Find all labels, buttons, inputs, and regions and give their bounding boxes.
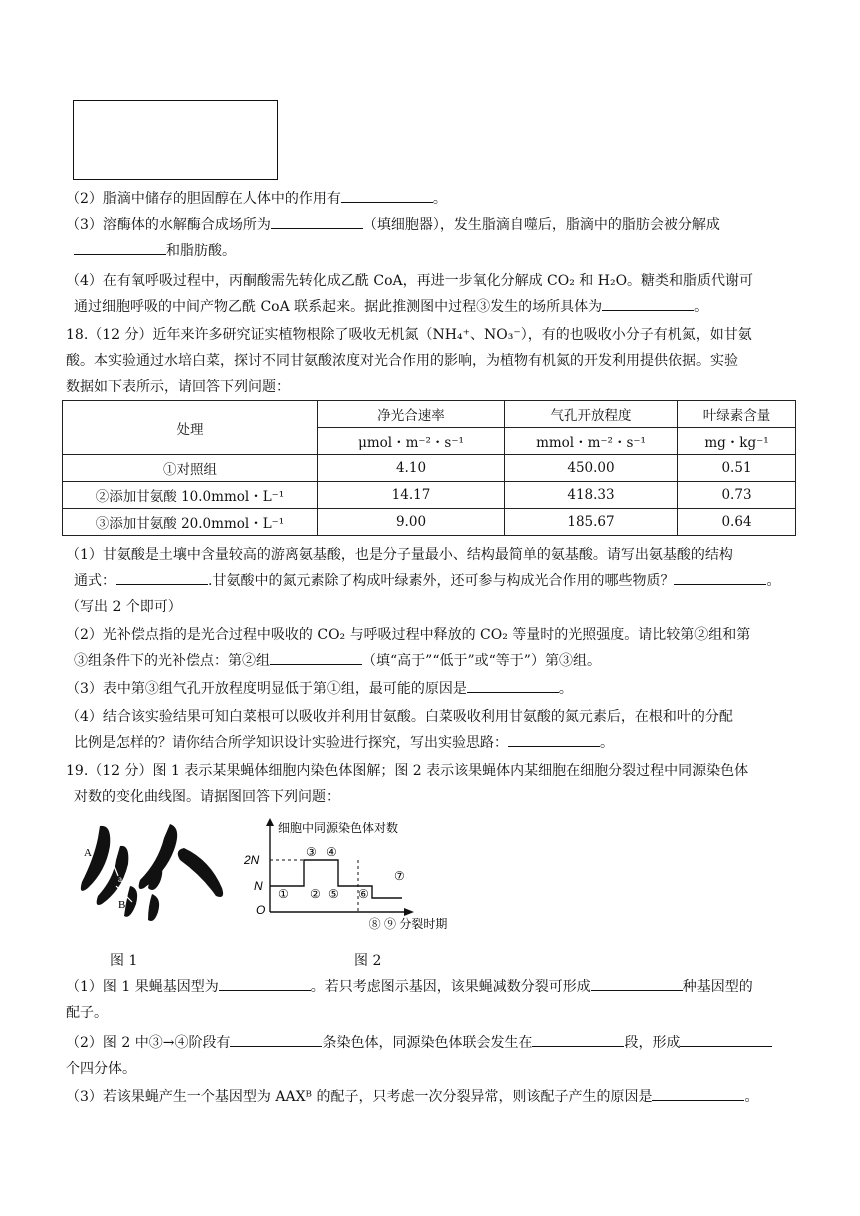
- cell: 0.51: [678, 455, 796, 482]
- cell: 0.73: [678, 482, 796, 509]
- q18-intro2: 酸。本实验通过水培白菜，探讨不同甘氨酸浓度对光合作用的影响，为植物有机氮的开发利用提供依据。实验: [66, 353, 738, 369]
- cell: 4.10: [318, 455, 505, 482]
- stage-label: ⑥: [358, 887, 369, 901]
- stage-label: ④: [326, 845, 337, 859]
- q17-part3-cont: 和脂肪酸。: [74, 238, 804, 264]
- figure-1-caption: 图 1: [110, 953, 138, 969]
- table-row: [63, 482, 796, 509]
- q18-part2: （2）光补偿点指的是光合过程中吸收的 CO₂ 与呼吸过程中释放的 CO₂ 等量时的光照强度。请比较第②组和第: [66, 627, 751, 643]
- x-axis-label: ⑧ ⑨ 分裂时期: [368, 917, 448, 931]
- q19-part2-cont: 个四分体。: [66, 1061, 136, 1077]
- header-chlorophyll: 叶绿素含量: [678, 401, 796, 428]
- header-net-rate: 净光合速率: [318, 401, 505, 428]
- q18-part3: （3）表中第③组气孔开放程度明显低于第①组，最可能的原因是 。: [66, 676, 796, 702]
- stage-label: ①: [278, 887, 289, 901]
- stage-label: ③: [306, 845, 317, 859]
- q17-part3: （3）溶酶体的水解酶合成场所为 （填细胞器），发生脂滴自噬后，脂滴中的脂肪会被分解成: [66, 212, 796, 238]
- q19-part1: （1）图 1 果蝇基因型为 。若只考虑图示基因，该果蝇减数分裂可形成 种基因型的: [66, 974, 796, 1000]
- cell: ③添加甘氨酸 20.0mmol・L⁻¹: [63, 509, 318, 536]
- gene-label-a: a: [118, 874, 122, 884]
- cell: 14.17: [318, 482, 505, 509]
- cell: 418.33: [505, 482, 678, 509]
- stage-label: ⑦: [394, 869, 405, 883]
- gene-label-B: B: [118, 899, 126, 911]
- q19-part1-cont: 配子。: [66, 1005, 108, 1021]
- y-tick-2n: 2N: [244, 853, 260, 867]
- q19-part2: （2）图 2 中③→④阶段有 条染色体，同源染色体联会发生在 段，形成: [66, 1030, 796, 1056]
- chromosome-figure: [70, 816, 230, 931]
- cell: 185.67: [505, 509, 678, 536]
- cell: ①对照组: [63, 455, 318, 482]
- q17-part2: （2）脂滴中储存的胆固醇在人体中的作用有 。: [66, 186, 796, 212]
- q17-part4-cont: 通过细胞呼吸的中间产物乙酰 CoA 联系起来。据此推测图中过程③发生的场所具体为 。: [74, 294, 804, 320]
- unit-net-rate: μmol・m⁻²・s⁻¹: [318, 428, 505, 455]
- unit-stomata: mmol・m⁻²・s⁻¹: [505, 428, 678, 455]
- x-arrow-icon: [404, 908, 414, 916]
- table-row: [63, 455, 796, 482]
- q18-intro3: 数据如下表所示，请回答下列问题：: [66, 379, 290, 395]
- q18-part1-cont: 通式： .甘氨酸中的氮元素除了构成叶绿素外，还可参与构成光合作用的哪些物质？ 。: [74, 568, 804, 594]
- cell: 0.64: [678, 509, 796, 536]
- q18-part4: （4）结合该实验结果可知白菜根可以吸收并利用甘氨酸。白菜吸收利用甘氨酸的氮元素后，在根和叶的分配: [66, 709, 733, 725]
- stage-label: ②: [310, 887, 321, 901]
- unit-chlorophyll: mg・kg⁻¹: [678, 428, 796, 455]
- cell: 450.00: [505, 455, 678, 482]
- y-axis-label: 细胞中同源染色体对数: [278, 821, 399, 835]
- table-row: [63, 509, 796, 536]
- answer-box: [73, 100, 278, 180]
- homolog-chart: [238, 816, 498, 936]
- header-stomata: 气孔开放程度: [505, 401, 678, 428]
- q18-part2-cont: ③组条件下的光补偿点：第②组 （填“高于”“低于”或“等于”）第③组。: [74, 648, 804, 674]
- origin-label: O: [256, 903, 266, 917]
- gene-label-A: A: [84, 847, 92, 859]
- q17-part4: （4）在有氧呼吸过程中，丙酮酸需先转化成乙酰 CoA，再进一步氧化分解成 CO₂ 和 H₂O。糖类和脂质代谢可: [66, 273, 754, 289]
- figure-2-caption: 图 2: [354, 953, 382, 969]
- q19-intro: 19.（12 分）图 1 表示某果蝇体细胞内染色体图解；图 2 表示该果蝇体内某细胞在细胞分裂过程中同源染色体: [66, 763, 749, 779]
- cell: ②添加甘氨酸 10.0mmol・L⁻¹: [63, 482, 318, 509]
- y-arrow-icon: [266, 818, 274, 826]
- q18-part4-cont: 比例是怎样的？请你结合所学知识设计实验进行探究，写出实验思路： 。: [74, 730, 804, 756]
- header-treatment: 处理: [63, 401, 318, 455]
- q19-intro2: 对数的变化曲线图。请据图回答下列问题：: [74, 789, 340, 805]
- y-tick-n: N: [254, 879, 263, 893]
- q18-intro: 18.（12 分）近年来许多研究证实植物根除了吸收无机氮（NH₄⁺、NO₃⁻），有的也吸收小分子有机氮，如甘氨: [66, 327, 752, 343]
- q19-part3: （3）若该果蝇产生一个基因型为 AAXᴮ 的配子，只考虑一次分裂异常，则该配子产生的原因是 。: [66, 1084, 796, 1110]
- stage-label: ⑤: [328, 887, 339, 901]
- q18-part1: （1）甘氨酸是土壤中含量较高的游离氨基酸，也是分子量最小、结构最简单的氨基酸。请写出氨基酸的结构: [66, 547, 733, 563]
- q18-part1-note: （写出 2 个即可）: [66, 599, 182, 615]
- cell: 9.00: [318, 509, 505, 536]
- data-table: [62, 400, 796, 536]
